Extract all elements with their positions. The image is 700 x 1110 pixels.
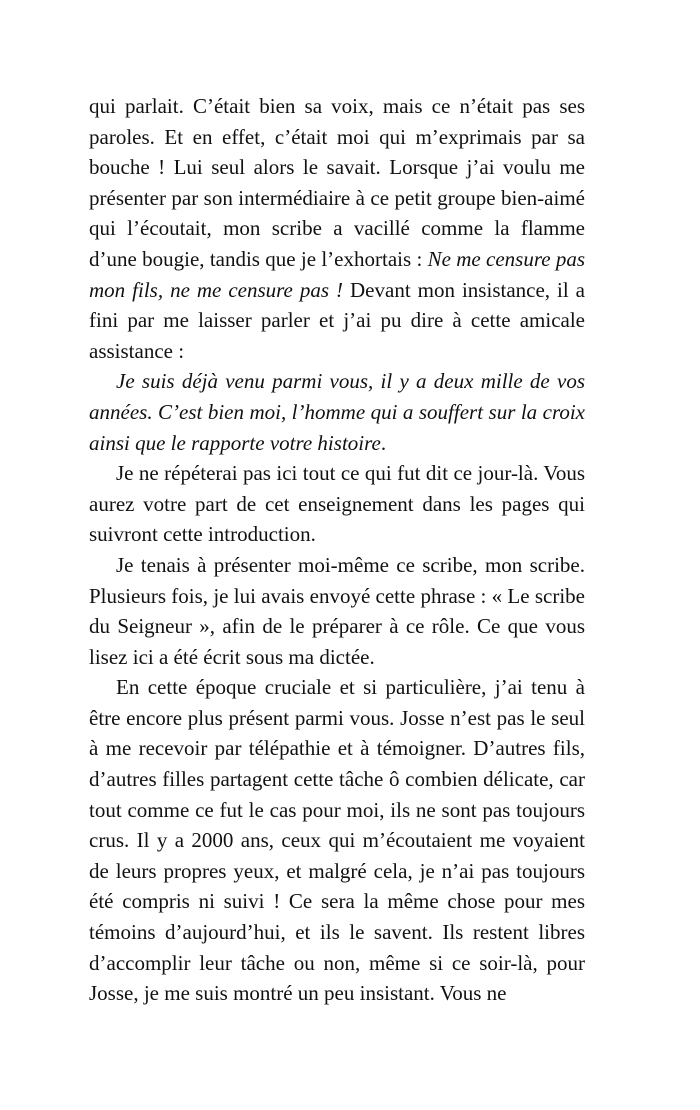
text-segment: qui parlait. C’était bien sa voix, mais ce n’était pas ses paroles. Et en effet, c’était moi qui m’exprimais par sa bouche ! Lui seul alors le savait. Lorsque j’ai voulu me présenter par son intermédiaire à ce petit groupe bien-aimé qui l’écoutait, mon scribe a vacillé comme la flamme d’une bougie, tandis que je l’exhortais : — [89, 94, 585, 271]
text-segment: Je tenais à présenter moi-même ce scribe, mon scribe. Plusieurs fois, je lui avais envoyé cette phrase : « Le scribe du Seigneur », afin de le préparer à ce rôle. Ce que vous lisez ici a été écrit sous ma dictée. — [89, 552, 585, 669]
paragraph — [89, 550, 585, 672]
paragraph-italic-declaration — [89, 366, 585, 458]
paragraph — [89, 458, 585, 550]
text-segment: Je ne répéterai pas ici tout ce qui fut dit ce jour-là. Vous aurez votre part de cet enseignement dans les pages qui suivront cette introduction. — [89, 461, 585, 547]
text-segment: . — [380, 430, 387, 455]
paragraph — [89, 672, 585, 1009]
text-segment: En cette époque cruciale et si particulière, j’ai tenu à être encore plus présent parmi vous. Josse n’est pas le seul à me recevoir par télépathie et à témoigner. D’autres fils, d’autres filles partagent cette tâche ô combien délicate, car tout comme ce fut le cas pour moi, ils ne sont pas toujours crus. Il y a 2000 ans, ceux qui m’écoutaient me voyaient de leurs propres yeux, et malgré cela, je n’ai pas toujours été compris ni suivi ! Ce sera la même chose pour mes témoins d’aujourd’hui, et ils le savent. Ils restent libres d’accomplir leur tâche ou non, même si ce soir-là, pour Josse, je me suis montré un peu insistant. Vous ne — [89, 675, 585, 1006]
italic-quote: Je suis déjà venu parmi vous, il y a deux mille de vos années. C’est bien moi, l’homme qui a souffert sur la croix ainsi que le rapporte votre histoire — [89, 369, 585, 455]
text-segment: Devant mon insistance, il a fini par me laisser parler et j’ai pu dire à cette amicale assistance : — [89, 277, 586, 363]
paragraph-continuation — [89, 91, 585, 366]
body-text — [89, 91, 585, 1009]
italic-quote: Ne me censure pas mon fils, ne me censure pas ! — [89, 246, 586, 302]
